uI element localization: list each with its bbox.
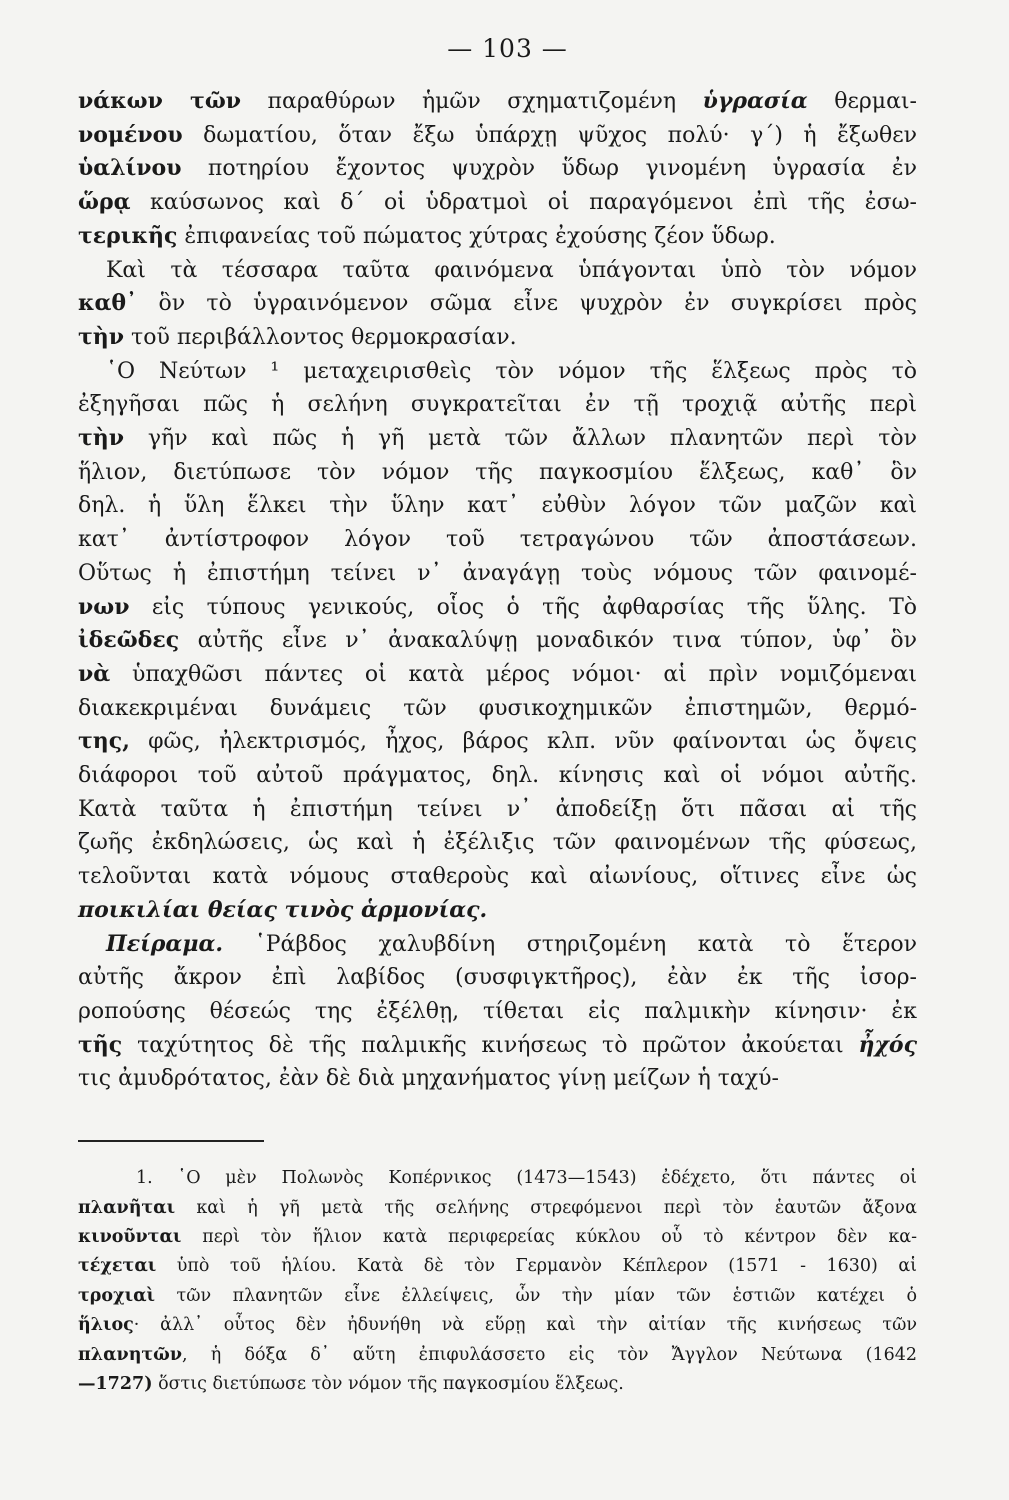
text-line [78,591,917,625]
text-line [78,725,917,759]
emphasis-text: νὰ [78,660,111,687]
emphasis-text: ἥλιος [78,1315,134,1336]
emphasis-text: καθ᾽ [78,290,138,317]
text-run: · ἀλλ᾽ οὗτος δὲν ἠδυνήθη νὰ εὕρῃ καὶ τὴν αἰτίαν τῆς κινήσεως τῶν [133,1315,917,1336]
text-run: ὅστις διετύπωσε τὸν νόμον τῆς παγκοσμίου ἕλξεως. [152,1373,624,1394]
text-line [78,692,917,726]
paragraph [78,254,917,355]
text-run: Κατὰ ταῦτα ἡ ἐπιστήμη τείνει ν᾽ ἀποδείξῃ ὅτι πᾶσαι αἱ τῆς [78,796,917,822]
text-run: καὶ ἡ γῆ μετὰ τῆς σελήνης στρεφόμενοι περὶ τὸν ἑαυτῶν ἄξονα [175,1197,917,1218]
text-line [78,1029,917,1063]
text-line [78,321,917,355]
emphasis-text: πλανῆται [78,1197,176,1218]
text-line [78,1223,917,1252]
text-run: Οὕτως ἡ ἐπιστήμη τείνει ν᾽ ἀναγάγῃ τοὺς νόμους τῶν φαινομέ- [78,560,917,586]
text-run: ἐξηγῆσαι πῶς ἡ σελήνη συγκρατεῖται ἐν τῇ τροχιᾷ αὐτῆς περὶ [78,392,917,418]
text-line [78,995,917,1029]
text-line [78,287,917,321]
emphasis-text: τέχεται [78,1256,157,1277]
text-run: τις ἀμυδρότατος, ἐὰν δὲ διὰ μηχανήματος γίνῃ μείζων ἡ ταχύ- [78,1066,779,1092]
emphasis-text: τερικῆς [78,222,178,249]
text-line [78,658,917,692]
emphasis-text: της, [78,728,130,755]
paragraph [78,928,917,1097]
text-line [78,119,917,153]
text-run: παραθύρων ἡμῶν σχηματιζομένη [241,89,703,114]
text-line [78,793,917,827]
text-line [78,1341,917,1370]
text-run: τελοῦνται κατὰ νόμους σταθεροὺς καὶ αἰωνίους, οἵτινες εἶνε ὡς [78,864,917,890]
text-run: ἥλιον, διετύπωσε τὸν νόμον τῆς παγκοσμίου ἕλξεως, καθ᾽ ὃν [78,459,917,485]
text-line [78,759,917,793]
text-run: τῶν πλανητῶν εἶνε ἐλλείψεις, ὧν τὴν μίαν τῶν ἑστιῶν κατέχει ὁ [155,1285,917,1306]
text-line [78,1311,917,1340]
text-line [78,1194,917,1223]
text-run: διάφοροι τοῦ αὐτοῦ πράγματος, δηλ. κίνησις καὶ οἱ νόμοι αὐτῆς. [78,763,917,789]
text-run: ὑπαχθῶσι πάντες οἱ κατὰ μέρος νόμοι· αἱ πρὶν νομιζόμεναι [110,661,917,687]
emphasis-text: τῆς [78,1031,123,1058]
footnote-divider [78,1140,264,1142]
text-run: ῾Ράβδος χαλυβδίνη στηριζομένη κατὰ τὸ ἕτερον [223,931,917,957]
text-line [78,388,917,422]
main-text [78,85,917,1096]
paragraph [78,85,917,254]
text-line [78,1282,917,1311]
page-number: — 103 — [447,34,568,63]
emphasis-text: νομένου [78,121,183,148]
text-line [78,489,917,523]
text-line [78,826,917,860]
text-run: εἰς τύπους γενικούς, οἷος ὁ τῆς ἀφθαρσίας τῆς ὕλης. Τὸ [129,594,917,620]
text-line [78,254,917,288]
text-run: ῾Ο Νεύτων ¹ μεταχειρισθεὶς τὸν νόμον τῆς ἕλξεως πρὸς τὸ [106,358,917,384]
text-line [78,557,917,591]
emphasis-text: νων [78,593,130,620]
emphasis-text: ἰδεῶδες [78,627,180,654]
text-run: 1. ῾Ο μὲν Πολωνὸς Κοπέρνικος (1473—1543) ἐδέχετο, ὅτι πάντες οἱ [136,1168,917,1189]
paragraph [78,355,917,928]
text-run: , ἡ δόξα δ᾽ αὕτη ἐπιφυλάσσετο εἰς τὸν Ἄγγλον Νεύτωνα (1642 [182,1344,917,1365]
text-line [78,928,917,962]
text-line [78,860,917,894]
emphasis-text: τὴν [78,425,125,452]
text-run: αὐτῆς ἄκρον ἐπὶ λαβίδος (συσφιγκτῆρος), ἐὰν ἐκ τῆς ἰσορ- [78,965,917,991]
emphasis-text: ὥρᾳ [78,189,131,216]
text-run: ὑπὸ τοῦ ἡλίου. Κατὰ δὲ τὸν Γερμανὸν Κέπλερον (1571 - 1630) αἱ [156,1256,917,1277]
text-line [78,624,917,658]
text-run: θερμαι- [807,89,917,114]
text-run: τοῦ περιβάλλοντος θερμοκρασίαν. [124,324,517,350]
text-run: ποτηρίου ἔχοντος ψυχρὸν ὕδωρ γινομένη ὑγρασία ἐν [181,156,917,182]
emphasis-text: ὑγρασία [702,88,808,114]
text-run: δωματίου, ὅταν ἔξω ὑπάρχῃ ψῦχος πολύ· γ´) ἡ ἔξωθεν [182,122,917,148]
text-line [78,1062,917,1096]
emphasis-text: Πείραμα. [106,930,224,957]
text-line [78,523,917,557]
text-line [78,85,917,119]
emphasis-text: ὑαλίνου [78,155,182,182]
text-run: Καὶ τὰ τέσσαρα ταῦτα φαινόμενα ὑπάγονται ὑπὸ τὸν νόμον [106,257,917,283]
text-run: δηλ. ἡ ὕλη ἕλκει τὴν ὕλην κατ᾽ εὐθὺν λόγον τῶν μαζῶν καὶ [78,493,917,519]
text-run: κατ᾽ ἀντίστροφον λόγον τοῦ τετραγώνου τῶν ἀποστάσεων. [78,527,917,553]
emphasis-text: κινοῦνται [78,1226,182,1247]
text-line [78,152,917,186]
emphasis-text: —1727) [78,1373,153,1394]
emphasis-text: νάκων τῶν [78,88,242,114]
text-line [78,894,917,928]
text-line [78,456,917,490]
text-run: περὶ τὸν ἥλιον κατὰ περιφερείας κύκλου οὗ τὸ κέντρον δὲν κα- [181,1226,917,1247]
text-run: γῆν καὶ πῶς ἡ γῆ μετὰ τῶν ἄλλων πλανητῶν περὶ τὸν [124,426,917,452]
text-line [78,961,917,995]
text-run: αὐτῆς εἶνε ν᾽ ἀνακαλύψῃ μοναδικόν τινα τύπον, ὑφ᾽ ὃν [179,628,917,654]
text-run: ὃν τὸ ὑγραινόμενον σῶμα εἶνε ψυχρὸν ἐν συγκρίσει πρὸς [137,291,917,317]
text-line [78,1164,917,1193]
text-run: ταχύτητος δὲ τῆς παλμικῆς κινήσεως τὸ πρῶτον ἀκούεται [122,1032,859,1058]
text-run: ἐπιφανείας τοῦ πώματος χύτρας ἐχούσης ζέον ὕδωρ. [177,223,776,249]
text-run: ζωῆς ἐκδηλώσεις, ὡς καὶ ἡ ἐξέλιξις τῶν φαινομένων τῆς φύσεως, [78,830,917,856]
emphasis-text: τροχιαὶ [78,1285,155,1306]
text-line [78,1370,917,1399]
text-run: διακεκριμέναι δυνάμεις τῶν φυσικοχημικῶν ἐπιστημῶν, θερμό- [78,695,917,721]
text-line [78,220,917,254]
text-line [78,422,917,456]
text-run: ροπούσης θέσεώς της ἐξέλθῃ, τίθεται εἰς παλμικὴν κίνησιν· ἐκ [78,998,917,1024]
text-line [78,355,917,389]
text-run: καύσωνος καὶ δ´ οἱ ὑδρατμοὶ οἱ παραγόμενοι ἐπὶ τῆς ἐσω- [130,190,917,216]
emphasis-text: πλανητῶν [78,1344,182,1365]
text-run: φῶς, ἠλεκτρισμός, ἦχος, βάρος κλπ. νῦν φαίνονται ὡς ὄψεις [129,729,917,755]
text-line [78,1252,917,1281]
text-line [78,186,917,220]
emphasis-text: ἦχός [858,1031,917,1058]
emphasis-text: τὴν [78,323,125,350]
emphasis-text: ποικιλίαι θείας τινὸς ἁρμονίας. [78,896,488,923]
footnote [78,1164,917,1399]
